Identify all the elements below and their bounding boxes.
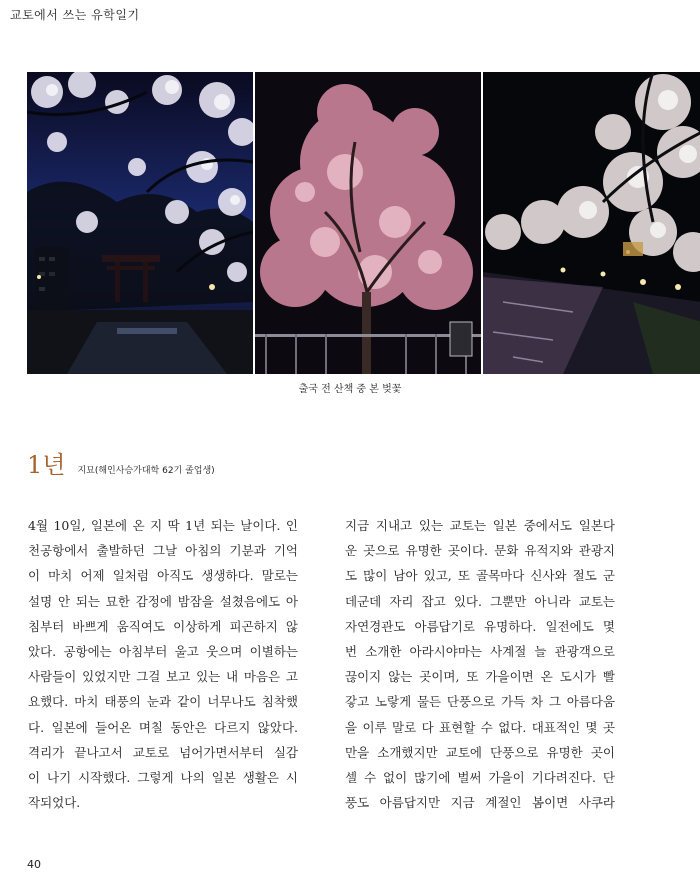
photo-pink-cherry-tree: [255, 72, 481, 374]
body-line: 천공항에서 출발하던 그날 아침의 기분과 기억: [28, 543, 298, 559]
body-line: 셀 수 없이 많기에 벌써 가을이 기다려진다. 단: [345, 770, 615, 786]
body-line: 만을 소개했지만 교토에 단풍으로 유명한 곳이: [345, 744, 615, 760]
article-title: 1년: [27, 451, 66, 479]
photo-caption: 출국 전 산책 중 본 벚꽃: [298, 384, 402, 395]
body-line: 침부터 바쁘게 움직여도 이상하게 피곤하지 않: [28, 618, 298, 634]
article-author: 지묘(해인사승가대학 62기 졸업생): [77, 466, 215, 476]
body-column-right: [345, 513, 615, 815]
body-line: 격리가 끝나고서 교토로 넘어가면서부터 실감: [28, 744, 298, 760]
body-line: 이 마치 어제 일처럼 아직도 생생하다. 말로는: [28, 568, 298, 584]
body-line: 사람들이 있었지만 그걸 보고 있는 내 마음은 고: [28, 669, 298, 685]
photo-canal-torii: [27, 72, 253, 374]
body-line: 지금 지내고 있는 교토는 일본 중에서도 일본다: [345, 518, 615, 533]
body-line: 4월 10일, 일본에 온 지 딱 1년 되는 날이다. 인: [28, 518, 298, 533]
body-line: 이 나기 시작했다. 그렇게 나의 일본 생활은 시: [28, 770, 298, 786]
body-line: 끊이지 않는 곳이며, 또 가을이면 온 도시가 빨: [345, 669, 615, 685]
body-line: 풍도 아름답지만 지금 계절인 봄이면 사쿠라: [345, 795, 615, 811]
running-header: 교토에서 쓰는 유학일기: [10, 8, 140, 22]
body-line: 도 많이 남아 있고, 또 골목마다 신사와 절도 군: [345, 568, 615, 584]
body-line: 작되었다.: [28, 795, 81, 811]
article-heading: [27, 445, 215, 480]
body-column-left: [28, 513, 298, 815]
body-line: 을 이루 말로 다 표현할 수 없다. 대표적인 몇 곳: [345, 719, 615, 735]
body-line: 자연경관도 아름답기로 유명하다. 일전에도 몇: [345, 618, 615, 634]
page-number: 40: [27, 858, 41, 871]
body-line: 요했다. 마치 태풍의 눈과 같이 너무나도 침착했: [28, 694, 298, 710]
body-line: 다. 일본에 들어온 며칠 동안은 다르지 않았다.: [28, 719, 298, 735]
body-line: 데군데 자리 잡고 있다. 그뿐만 아니라 교토는: [345, 593, 615, 609]
body-line: 운 곳으로 유명한 곳이다. 문화 유적지와 관광지: [345, 543, 615, 559]
photo-white-blossom-canal: [483, 72, 700, 374]
body-line: 설명 안 되는 묘한 감정에 밤잠을 설쳤음에도 아: [28, 593, 298, 609]
photo-strip: [27, 72, 700, 374]
body-line: 번 소개한 아라시야마는 사계절 늘 관광객으로: [345, 644, 615, 660]
body-line: 갛고 노랗게 물든 단풍으로 가득 차 그 아름다움: [345, 694, 615, 710]
body-line: 았다. 공항에는 아침부터 울고 웃으며 이별하는: [28, 644, 298, 660]
